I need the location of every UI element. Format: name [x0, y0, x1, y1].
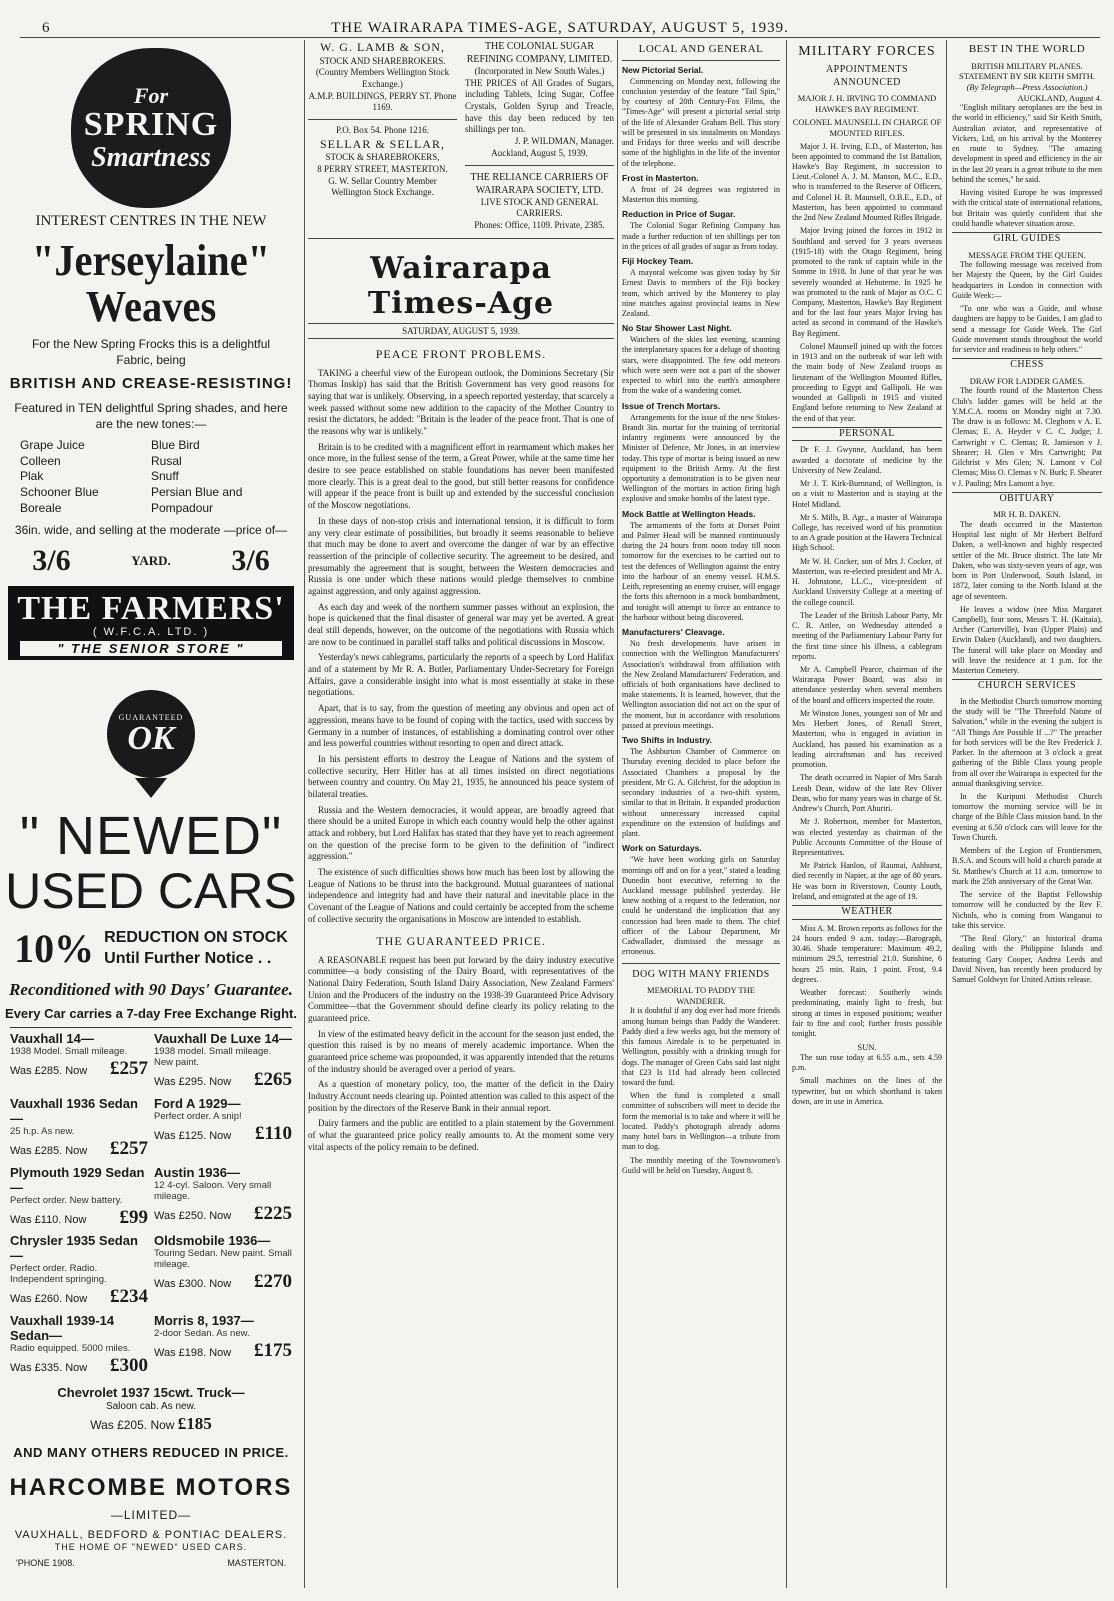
spring-smartness-badge — [71, 48, 231, 208]
shade: Snuff — [151, 469, 179, 484]
car-was: Was £250. Now — [154, 1209, 232, 1222]
firm-line: STOCK AND SHAREBROKERS. — [319, 55, 446, 66]
item-text: The Colonial Sugar Refining Company has made a further reduction of ten shillings per ton in the prices of all grades of sugar as from today. — [622, 221, 780, 251]
reduction-line: REDUCTION ON STOCK — [104, 929, 288, 947]
car-now: £257 — [110, 1137, 148, 1159]
column-rule — [946, 40, 947, 1588]
firm-line: LIVE STOCK AND GENERAL CARRIERS. — [480, 196, 599, 219]
car-price-row — [10, 1138, 148, 1160]
headline-used-cars: USED CARS — [5, 862, 297, 919]
business-cards — [308, 40, 614, 239]
shade: Boreale — [20, 500, 62, 515]
car-was: Was £285. Now — [10, 1065, 88, 1078]
paragraph: Mr S. Mills, B. Agr., a master of Wairarapa College, has received word of his promotion to an A grade position at the Hawera Technical High School. — [792, 512, 942, 553]
item-heading: Issue of Trench Mortars. — [622, 400, 721, 411]
firm-line: (Incorporated in New South Wales.) — [474, 66, 605, 76]
paragraph: Weather forecast: Southerly winds predominating, mainly light to fresh, but strong at times in exposed positions; weather fair to fine and cool; further frosts possible tonight. — [792, 988, 942, 1039]
shade: Pompadour — [151, 500, 214, 515]
item-text: The Ashburton Chamber of Commerce on Thursday evening decided to place before the Associated Chambers a proposal by the president, Mr G. A. Gilchrist, for the adoption in secondary industries of a two-shift system, similar to that in Britain. It expanded production without unnecessary increased capital expenditure on the extension of buildings and plant. — [622, 747, 780, 839]
firm-name: THE COLONIAL SUGAR REFINING COMPANY, LIMITED. — [466, 41, 613, 65]
paragraph: A REASONABLE request has been put forward by the dairy industry executive committee—a body consisting of the Dairy Board, with representatives of the National Dairy Federation, South Island Dairy Association, New Zealand Farmers' Union and the Producers of the industry on the 1938-39 Guaranteed Price Advisory Committee—that the Government should define clearly its policy relating to the guaranteed price. — [308, 954, 614, 1023]
car-was: Was £110. Now — [10, 1213, 87, 1226]
car-now: £270 — [254, 1271, 292, 1293]
price-unit: YARD. — [131, 553, 171, 569]
paragraph: In the Kuripuni Methodist Church tomorrow the morning service will be in charge of the Bible Class mission band. In the evening at 6.50 o'clock cars will leave for the Town Church. — [952, 792, 1102, 842]
right-column — [952, 40, 1102, 1592]
dateline: AUCKLAND, August 4. — [1017, 92, 1102, 103]
car-was: Was £295. Now — [154, 1076, 232, 1089]
farmers-ad — [2, 48, 300, 660]
paragraph: The death occurred in the Masterton Hospital last night of Mr Herbert Belford Daken, a well-known and highly respected settler of the Mt. Bruce district. The late Mr Daken, who was sixty-seven years of age, was born in Port Underwood, South Island, in 1872, later coming to the North Island at the age of seventeen. — [952, 519, 1102, 601]
paragraph: He leaves a widow (nee Miss Margaret Campbell), four sons, Messrs T. H. (Kaitaia), Archer (Carterville), Ivan (Upper Plain) and Erwin Daken (Auckland), and two daughters. The funeral will take place on Monday and will leave the residence at 1 p.m. for the Masterton Cemetery. — [952, 604, 1102, 676]
item-text: Arrangements for the issue of the new Stokes-Brandt 3in. mortar for the training of territorial infantry regiments were announced by the Minister of Defence, Mr Jones, in an interview today. This type of mortar is being issued as new equipment to the British Army. At the first opportunity a demonstration is to be given near Wellington of the mortars in action firing high explosive and smoke bombs of the latest type. — [622, 412, 780, 504]
firm-line: Phones: Office, 1109. Private, 2385. — [474, 219, 605, 230]
store-sub: ( W.F.C.A. LTD. ) — [92, 626, 210, 639]
shade: Grape Juice — [20, 438, 85, 453]
reduction-row — [2, 925, 300, 972]
product-name: "Jerseylaine" Weaves — [31, 235, 271, 331]
car-price-row — [154, 1340, 292, 1362]
chess-sub: DRAW FOR LADDER GAMES. — [969, 375, 1085, 386]
paragraph: Britain is to be credited with a magnificent effort in rearmament which makes her once more, in the fullest sense of the term, a Great Power, while at the same time her desire to see peace established on stable foundations has never been manifested more clearly. This is a great deal to the good, but still better reasons for confidence will appear if the peace front is built up and extended by the successful conclusion of the Moscow negotiations. — [308, 441, 614, 511]
car-was: Was £260. Now — [10, 1293, 88, 1306]
car-name: Vauxhall 1936 Sedan— — [10, 1096, 138, 1127]
dealer-footer — [16, 1558, 286, 1568]
firm-line: A.M.P. BUILDINGS, PERRY ST. Phone 1169. — [308, 90, 457, 113]
guides-sub: MESSAGE FROM THE QUEEN. — [968, 249, 1086, 260]
shade: Persian Blue and — [151, 484, 243, 499]
guaranteed-ok-seal — [107, 690, 195, 778]
item-heading: Fiji Hockey Team. — [622, 256, 694, 267]
seal-top: GUARANTEED — [118, 712, 184, 722]
item-text: A frost of 24 degrees was registered in Masterton this morning. — [622, 184, 780, 205]
right-cards — [465, 40, 614, 232]
item-heading: Frost in Masterton. — [622, 172, 699, 183]
paragraph: Mr J. T. Kirk-Burnnand, of Wellington, is on a visit to Masterton and is staying at the Hotel Midland. — [792, 479, 942, 509]
featured-text: Featured in TEN delightful Spring shades, and here are the new tones:— — [14, 400, 288, 431]
percent: 10% — [14, 926, 95, 972]
item-heading: Reduction in Price of Sugar. — [622, 209, 736, 220]
column-rule — [304, 40, 305, 1588]
paragraph: In the Methodist Church tomorrow morning the study will be "The Threefold Nature of Salvation," while in the evening the subject is "All Things Are Possible If ...?" The preacher for both services will be the Rev Frederick J. Parker. In the afternoon at 3 o'clock a great gathering of the Bible Class young people from all over the Wairarapa is expected for the annual thanksgiving service. — [952, 696, 1102, 788]
car-name: Vauxhall 14— — [10, 1031, 94, 1047]
intro-text: INTEREST CENTRES IN THE NEW — [35, 213, 267, 229]
width-line: 36in. wide, and selling at the moderate —price of— — [14, 523, 288, 538]
paragraph: Major Irving joined the forces in 1912 in Southland and served for 3 years overseas (1915-18) with the Otago Regiment, being promoted to the rank of captain while in the Somme in 1918. In June of that year he was severely wounded at Hebuterne. In 1925 he was promoted to the rank of Major as O.C. C Company, Masterton, Hawke's Bay Regiment and for the last four years Major Irving has acted as second in command of the Hawke's Bay Regiment. — [792, 226, 942, 338]
car-now: £99 — [119, 1206, 148, 1228]
claim: BRITISH AND CREASE-RESISTING! — [9, 375, 293, 393]
car-item — [10, 1234, 148, 1308]
price-row — [2, 544, 300, 578]
paragraph: The following message was received from her Majesty the Queen, by the Girl Guides headquarters in London in connection with Guide Week:— — [952, 260, 1102, 300]
paragraph: The fourth round of the Masterton Chess Club's ladder games will be held at the Y.M.C.A. rooms on Monday night at 7.30. The draw is as follows: M. Cleghorn v A. E. Clemas; E. A. Heyder v C. C. Judge; J. Cartwright v C. Clemas; R. Jamieson v J. Shearer; H. Glen v Mrs Cartwright; Pat Gilchrist v Mrs Glen; N. Lamont v Col Clemas; Miss O. Clemas v N. Burk; F. Shearer v J. Pauling; Mrs Lamont a bye. — [952, 386, 1102, 488]
obit-body — [952, 520, 1102, 677]
left-cards — [308, 40, 457, 232]
car-price-row — [154, 1069, 292, 1091]
recon-line: Reconditioned with 90 Days' Guarantee. — [9, 980, 293, 1000]
leader-heading: THE GUARANTEED PRICE. — [376, 933, 546, 948]
paragraph: In his persistent efforts to destroy the League of Nations and the system of collective security, Herr Hitler has at all times insisted on direct negotiations between country and country. On May 21, 1935, he announced his peace system of bilateral treaties. — [308, 753, 614, 799]
church-title: CHURCH SERVICES — [952, 679, 1102, 693]
car-desc: Perfect order. New battery. — [10, 1194, 123, 1206]
church-body — [952, 697, 1102, 985]
shades-list — [20, 438, 282, 516]
car-desc: Touring Sedan. New paint. Small mileage. — [154, 1248, 292, 1271]
car-list — [10, 1027, 292, 1382]
personal-body — [792, 445, 942, 902]
car-now: £225 — [254, 1202, 292, 1224]
car-price-row — [154, 1123, 292, 1145]
lamb-card — [308, 40, 457, 114]
firm-line: 8 PERRY STREET, MASTERTON. — [317, 164, 448, 174]
best-title: BEST IN THE WORLD — [968, 43, 1086, 55]
item-heading: Mock Battle at Wellington Heads. — [622, 508, 756, 519]
military-column — [792, 40, 942, 1592]
paragraph: Major J. H. Irving, E.D., of Masterton, has been appointed to command the 1st Battalion, Hawke's Bay Regiment, in succession to Lieut.-Colonel A. J. M. Manson, M.C., E.D., who is transferred to the Reserve of Officers, and Colonel H. B. Maunsell, O.B.E., E.D., of Masterton, has been appointed to command the 2nd New Zealand Mounted Rifles Brigade. — [792, 141, 942, 223]
obit-sub: MR H. B. DAKEN. — [993, 509, 1061, 520]
item-heading: Manufacturers' Cleavage. — [622, 627, 725, 638]
car-was: Was £198. Now — [154, 1346, 232, 1359]
column-rule — [617, 40, 618, 1588]
notice-body: THE PRICES of All Grades of Sugars, including Tablets, Icing Sugar, Coffee Crystals, Golden Syrup and Treacle, have this day been reduced by ten shillings per ton. — [465, 77, 614, 135]
car-desc: Perfect order. Radio. Independent springing. — [10, 1263, 107, 1286]
paragraph: "To one who was a Guide, and whose daughters are happy to be Guides, I am glad to send a message for Guide Week. The Girl Guide movement stands throughout the world for service and readiness to help others." — [952, 304, 1102, 355]
reduction-text — [104, 928, 288, 970]
dealer-name: HARCOMBE MOTORS — [9, 1473, 293, 1501]
chess-title: CHESS — [952, 358, 1102, 372]
car-name: Chevrolet 1937 15cwt. Truck— — [57, 1384, 245, 1400]
guides-body — [952, 260, 1102, 355]
car-desc: 1938 Model. Small mileage. — [10, 1046, 128, 1058]
paragraph: The Leader of the British Labour Party, Mr C. R. Attlee, on Wednesday attended a meeting of the Parliamentary Labour Party for the first time since his illness, a cablegram reports. — [792, 610, 942, 661]
badge-line: SPRING — [83, 106, 219, 143]
paragraph: The monthly meeting of the Townswomen's Guild will be held on Tuesday, August 8. — [622, 1155, 780, 1175]
paragraph: Members of the Legion of Frontiersmen, B.S.A. and Scouts will hold a church parade at St. Matthew's Church at 11 a.m. tomorrow to mark the 25th anniversary of the Great War. — [952, 846, 1102, 886]
paragraph: Russia and the Western democracies, it would appear, are broadly agreed that there should be a united Europe in which each country would help the other against attack and robbery, but Lord Halifax has stated that they have yet to reach agreement on the question of the precise form to be given to the definition of "indirect aggression." — [308, 804, 614, 862]
car-now: £185 — [177, 1414, 212, 1434]
chess-body — [952, 386, 1102, 488]
sellar-card — [308, 125, 457, 199]
weather-body — [792, 924, 942, 1040]
firm-line: STOCK & SHAREBROKERS, — [325, 152, 440, 163]
item-heading: Work on Saturdays. — [622, 843, 702, 854]
item-text: A mayoral welcome was given today by Sir Ernest Davis to members of the Fiji hockey team, which arrived by the Monterey to play nine matches against provincial teams in New Zealand. — [622, 268, 780, 318]
personal-title: PERSONAL — [792, 427, 942, 442]
paragraph: The death occurred in Napier of Mrs Sarah Leeah Dean, widow of the late Rev Oliver Dean, who for many years was in charge of St. Andrew's Church, Port Ahuriri. — [792, 773, 942, 814]
obit-title: OBITUARY — [952, 492, 1102, 506]
paragraph: Mr A. Campbell Pearce, chairman of the Wairarapa Power Board, was also in attendance yesterday when several members of the board and officers inspected the route. — [792, 665, 942, 705]
paragraph: In these days of non-stop crisis and international tension, it is difficult to form any very clear estimate of possibilities, but broadly it seems reasonable to believe that much may be done to avert and overcome the danger of war by an effective reassertion of the principle of collective security. The agreement to be desired, and presumably the agreement that is sought, between the Western democracies and Russia is one under which these nations would pledge themselves to combine against aggression, and only against aggression. — [308, 515, 614, 596]
item-text: Watchers of the skies last evening, scanning the interplanetary spaces for a deluge of shooting stars, were disappointed. The few odd meteors which were seen were not a part of the shower expected to whirl into the earth's atmosphere from the wake of a wandering comet. — [622, 335, 780, 396]
car-item — [10, 1097, 148, 1160]
store-name: THE FARMERS' — [17, 590, 285, 628]
leader-heading: PEACE FRONT PROBLEMS. — [375, 346, 547, 361]
car-item — [10, 1314, 148, 1377]
item-heading: No Star Shower Last Night. — [622, 323, 732, 334]
best-sub: BRITISH MILITARY PLANES. — [971, 60, 1083, 71]
car-was: Was £205. Now — [90, 1418, 175, 1433]
ads-column — [2, 40, 300, 1592]
paragraph: It is doubtful if any dog ever had more friends among human beings than Paddy the Wanderer. Paddy died a few weeks ago, but the memory of this famous Airedale is to be perpetuated in Wellington, possibly with a drinking trough for dogs. The manager of Green Cabs said last night that £23 Is 11d had already been collected toward the fund. — [622, 1006, 780, 1088]
leader-body — [308, 368, 614, 926]
section-title: LOCAL AND GENERAL — [622, 43, 780, 61]
car-was: Was £335. Now — [10, 1361, 88, 1374]
others-line: AND MANY OTHERS REDUCED IN PRICE. — [13, 1444, 289, 1460]
shade: Rusal — [151, 453, 182, 468]
car-desc: 2-door Sedan. As new. — [154, 1327, 250, 1339]
exchange-line: Every Car carries a 7-day Free Exchange Right. — [5, 1006, 297, 1022]
divider — [308, 119, 457, 120]
military-body — [792, 142, 942, 424]
military-sub: APPOINTMENTS ANNOUNCED — [825, 64, 909, 88]
divider — [622, 963, 780, 964]
best-body — [952, 103, 1102, 229]
headline-newed: " NEWED" — [19, 806, 283, 867]
car-name: Chrysler 1935 Sedan— — [10, 1233, 138, 1264]
item-text: No fresh developments have arisen in connection with the Wellington Manufacturers' Association's withdrawal from affiliation with the New Zealand Manufacturers' Federation, and officials of both organisations have declined to make statements. It is learned, however, that the Wellington association did not act on the spur of the moment, but in accordance with resolutions passed at previous meetings. — [622, 639, 780, 730]
military-title: MILITARY FORCES — [798, 44, 936, 59]
cars-ad — [2, 690, 300, 1567]
car-name: Vauxhall De Luxe 14— — [154, 1031, 293, 1047]
paragraph: Dairy farmers and the public are entitled to a plain statement by the Government of what the guaranteed price policy really amounts to. At the moment some very vital aspects of the policy remain to be defined. — [308, 1118, 614, 1152]
paragraph: Colonel Maunsell joined up with the forces in 1913 and on the outbreak of war left with the main body of New Zealand troops as lieutenant of the Wellington Mounted Rifles, proceeding to Egypt and Gallipoli. He was wounded at Gallipoli in 1915 and visited England before returning to New Zealand at the end of that year. — [792, 341, 942, 423]
reliance-card — [465, 171, 614, 232]
divider — [465, 165, 614, 166]
car-item — [154, 1314, 292, 1377]
car-desc: 1938 model. Small mileage. New paint. — [154, 1046, 272, 1069]
car-now: £110 — [255, 1122, 292, 1144]
car-name: Morris 8, 1937— — [154, 1312, 254, 1328]
item-text: Commencing on Monday next, following the conclusion yesterday of the feature "Tail Spin," by courtesy of 20th Century-Fox Films, the "Times-Age" will present a pictorial serial strip of the life of Alexander Graham Bell. This story will be presented in six instalments on Mondays and Fridays for three weeks and will describe some of the highlights in the life of the inventor of the telephone. — [622, 76, 780, 168]
sugar-notice — [465, 40, 614, 160]
firm-name: SELLAR & SELLAR, — [319, 136, 445, 151]
product-desc: For the New Spring Frocks this is a delightful Fabric, being — [31, 336, 271, 368]
news-items — [622, 65, 780, 958]
paragraph: Mr J. Robertson, member for Masterton, was elected yesterday as chairman of the Public Accounts Committee of the House of Representatives. — [792, 817, 942, 857]
shade: Blue Bird — [151, 438, 200, 453]
store-tagline: " THE SENIOR STORE " — [20, 641, 282, 656]
price: 3/6 — [231, 544, 270, 578]
press-tag: (By Telegraph—Press Association.) — [966, 82, 1088, 92]
car-price-row — [10, 1286, 148, 1308]
shade: Schooner Blue — [20, 484, 99, 499]
paragraph: "The Real Glory," an historical drama dealing with the Philippine Islands and featuring Gary Cooper, Andrea Leeds and David Niven, has recently been produced by Samuel Goldwyn for United Artists release. — [952, 934, 1102, 984]
car-item — [10, 1032, 148, 1091]
firm-line: (Country Members Wellington Stock Exchange.) — [315, 67, 450, 89]
leader-body — [308, 955, 614, 1154]
guides-title: GIRL GUIDES — [952, 232, 1102, 246]
column-rule — [786, 40, 787, 1588]
car-price-row — [10, 1207, 148, 1229]
limited: —LIMITED— — [110, 1507, 192, 1522]
typewriter-text: Small machines on the lines of the typewriter, but on which shorthand is taken down, are in use in America. — [792, 1076, 942, 1106]
notice-date: Auckland, August 5, 1939. — [491, 147, 588, 158]
item-text: "We have been working girls on Saturday mornings off and on for a year," stated a leading Dunedin boot executive, referring to the Auckland message published yesterday. He knew nothing of a request to the federation, nor could he understand the implication that any concession had been made to them. The chief officer of the Labour Department, Mr Cadwallader, dismissed the message as erroneous. — [622, 855, 780, 957]
badge-line: Smartness — [91, 141, 211, 173]
car-name: Vauxhall 1939-14 Sedan— — [10, 1312, 115, 1343]
paragraph: As each day and week of the northern summer passes without an explosion, the hope is quickened that the final disaster of general war may yet be averted. A great deal still depends, however, on the outcome of the negotiations with Russia which are now to be continued in parallel staff talks and political discussions in Moscow. — [308, 601, 614, 647]
dog-body — [622, 1006, 780, 1176]
car-desc: 25 h.p. As new. — [10, 1125, 75, 1137]
paragraph: The existence of such difficulties shows how much has been lost by allowing the League of Nations to be thrust into the background. Mutual guarantees of national independence and integrity had and have their natural and inevitable place in the Covenant of the League of Nations and could certainly be accepted from the scheme of collective security the organisations in Moscow are intended to establish. — [308, 867, 614, 924]
firm-name: W. G. LAMB & SON, — [320, 40, 445, 54]
paragraph: Dr F. J. Gwynne, Auckland, has been awarded a doctorate of medicine by the University of New Zealand. — [792, 445, 942, 475]
dealer-home: THE HOME OF "NEWED" USED CARS. — [54, 1541, 248, 1552]
car-name: Plymouth 1929 Sedan— — [10, 1164, 145, 1195]
chevrolet-item — [2, 1385, 300, 1435]
notice-sign: J. P. WILDMAN, Manager. — [514, 136, 614, 147]
dog-sub: MEMORIAL TO PADDY THE WANDERER. — [647, 985, 755, 1006]
paragraph: "English military aeroplanes are the best in the world in efficiency," said Sir Keith Smith, Australian aviator, and representative of Vickers, Ltd, on his arrival by the Monterey en route to Sydney. "The amazing development in speed and efficiency in the air in the last 20 years is a great tribute to the men behind the scenes," he said. — [952, 103, 1102, 184]
military-h1: MAJOR J. H. IRVING TO COMMAND HAWKE'S BAY REGIMENT. — [797, 93, 937, 114]
car-name: Austin 1936— — [154, 1164, 240, 1180]
car-desc: Radio equipped. 5000 miles. — [10, 1342, 131, 1354]
firm-line: P.O. Box 54. Phone 1216. — [335, 125, 429, 136]
farmers-logo — [8, 586, 294, 660]
paragraph: Mr Winston Jones, youngest son of Mr and Mrs Herbert Jones, of Renall Street, Masterton, who is engaged in aviation in Auckland, has passed his examination as a leading aircraftsman and has received promotion. — [792, 708, 942, 770]
editorial-column — [308, 40, 614, 1592]
car-was: Was £285. Now — [10, 1144, 88, 1157]
newspaper-title: THE WAIRARAPA TIMES-AGE, SATURDAY, AUGUST 5, 1939. — [331, 20, 789, 36]
car-was: Was £125. Now — [154, 1129, 232, 1142]
shade: Plak — [20, 469, 44, 484]
car-desc: Saloon cab. As new. — [105, 1400, 197, 1412]
firm-name: THE RELIANCE CARRIERS OF WAIRARAPA SOCIETY, LTD. — [470, 171, 609, 196]
paragraph: The service of the Baptist Fellowship tomorrow will be conducted by the Rev F. Nichols, who is coming from Wanganui to take this service. — [952, 890, 1102, 930]
dealer-phone: 'PHONE 1908. — [16, 1557, 75, 1568]
car-item — [154, 1097, 292, 1160]
ribbon-icon — [135, 778, 167, 798]
military-h2: COLONEL MAUNSELL IN CHARGE OF MOUNTED RIFLES. — [792, 117, 942, 138]
car-price-row — [10, 1355, 148, 1377]
dealer-town: MASTERTON. — [227, 1557, 286, 1568]
sun-title: SUN. — [857, 1042, 877, 1053]
until-line: Until Further Notice . . — [104, 949, 272, 967]
dealer-makes: VAUXHALL, BEDFORD & PONTIAC DEALERS. — [14, 1528, 288, 1541]
car-now: £257 — [110, 1058, 148, 1080]
car-name: Oldsmobile 1936— — [154, 1233, 271, 1249]
paragraph: Mr W. H. Cocker, son of Mrs J. Cocker, of Masterton, was re-elected president and Mr A. H. Johnstone, LL.C., vice-president of Auckland University College at a meeting of the college council. — [792, 556, 942, 607]
firm-line: G. W. Sellar Country Member Wellington Stock Exchange. — [328, 175, 437, 198]
paragraph: Yesterday's news cablegrams, particularly the reports of a speech by Lord Halifax and of a statement by Mr R. A. Butler, Parliamentary Under-Secretary for Foreign Affairs, gave a considerable insight into what is most essentially at stake in these negotiations. — [308, 652, 614, 698]
price: 3/6 — [32, 544, 71, 578]
paragraph: When the fund is completed a small committee of subscribers will meet to decide the form the memorial is to take and where it will be located. Paddy's photograph already adorns many hotel bars in Wellington—a tribute from man to dog. — [622, 1091, 780, 1152]
masthead — [20, 18, 1100, 38]
car-item — [154, 1234, 292, 1308]
weather-title: WEATHER — [792, 905, 942, 920]
percent-value: 10 — [14, 926, 55, 972]
car-item — [154, 1166, 292, 1229]
car-now: £265 — [254, 1069, 292, 1091]
car-price-row — [10, 1058, 148, 1080]
car-desc: Perfect order. A snip! — [154, 1111, 242, 1123]
paragraph: As a question of monetary policy, too, the matter of the deficit in the Dairy Industry Account needs clearing up. Pointed attention was called to this aspect of the position by the directors of the Reserve Bank in their annual report. — [308, 1079, 614, 1113]
item-text: The armaments of the forts at Dorset Point and Palmer Head will be manned continuously during the 24 hours from noon today till noon tomorrow for the exercises to be carried out to test the defences of Wellington against the entry into the harbour of an enemy vessel. H.M.S. Leith, representing an enemy cruiser, will engage the forts this afternoon in a mock bombardment, and tonight will attempt to force an entrance to the harbour without being discovered. — [622, 520, 780, 622]
item-heading: New Pictorial Serial. — [622, 64, 704, 75]
car-name: Ford A 1929— — [154, 1096, 241, 1112]
car-item — [154, 1032, 292, 1091]
car-now: £175 — [254, 1339, 292, 1361]
seal-ok: OK — [127, 719, 175, 757]
sun-text: The sun rose today at 6.55 a.m., sets 4.59 p.m. — [792, 1052, 942, 1073]
paragraph: Apart, that is to say, from the question of meeting any obvious and open act of aggression, means have to be found of coping with the tactics, used with success by Germany in a number of instances, of establishing a dominating control over other and less powerful countries without resorting to open and direct attack. — [308, 703, 614, 749]
paragraph: In view of the estimated heavy deficit in the account for the season just ended, the question this raised is by no means of merely academic importance. When the guaranteed price scheme was propounded, it was apparently intended that the returns of the industry should be averaged over a period of years. — [308, 1028, 614, 1074]
newspaper-flag: Wairarapa Times-Age — [367, 250, 555, 321]
car-now: £300 — [110, 1354, 148, 1376]
car-price-row — [154, 1271, 292, 1293]
car-price-row — [154, 1203, 292, 1225]
paragraph: Miss A. M. Brown reports as follows for the 24 hours ended 9 a.m. today:—Barograph, 30.46. Shade temperature: Maximum 49.2, minimum 29.5, terrestrial 21.0. Sunshine, 6 hours 25 min. Rain, 1 point. Frost, 9.4 degrees. — [792, 923, 942, 984]
edition-date: SATURDAY, AUGUST 5, 1939. — [308, 323, 614, 339]
car-now: £234 — [110, 1286, 148, 1308]
car-desc: 12 4-cyl. Saloon. Very small mileage. — [154, 1179, 272, 1202]
badge-line: For — [133, 82, 169, 108]
paragraph: TAKING a cheerful view of the European outlook, the Dominions Secretary (Sir Thomas Inskip) has said that the British Government has very good reasons for saying that war is unlikely. Observing, in a speech reported yesterday, that scarcely a week passed without some new addition to the capacity of the Mother Country to resist the dictators, he added: "Britain is the leader of the peace front. That is one of the reasons why war is unlikely." — [308, 367, 614, 436]
car-item — [10, 1166, 148, 1229]
paragraph: Having visited Europe he was impressed with the critical state of international relations, but Britain was quietly confident that she could handle whatever situation arose. — [952, 188, 1102, 228]
dog-title: DOG WITH MANY FRIENDS — [632, 968, 770, 980]
car-was: Was £300. Now — [154, 1278, 232, 1291]
paragraph: Mr Patrick Hanlon, of Raumai, Ashhurst, died recently in Napier, at the age of 80 years. He was born in Riverstown, County Louth, Ireland, and emigrated at the age of 19. — [792, 861, 942, 901]
best-sub2: STATEMENT BY SIR KEITH SMITH. — [958, 71, 1096, 82]
page-number: 6 — [42, 20, 50, 36]
local-general-column — [622, 40, 780, 1592]
shade: Colleen — [20, 453, 61, 468]
item-heading: Two Shifts in Industry. — [622, 735, 712, 746]
